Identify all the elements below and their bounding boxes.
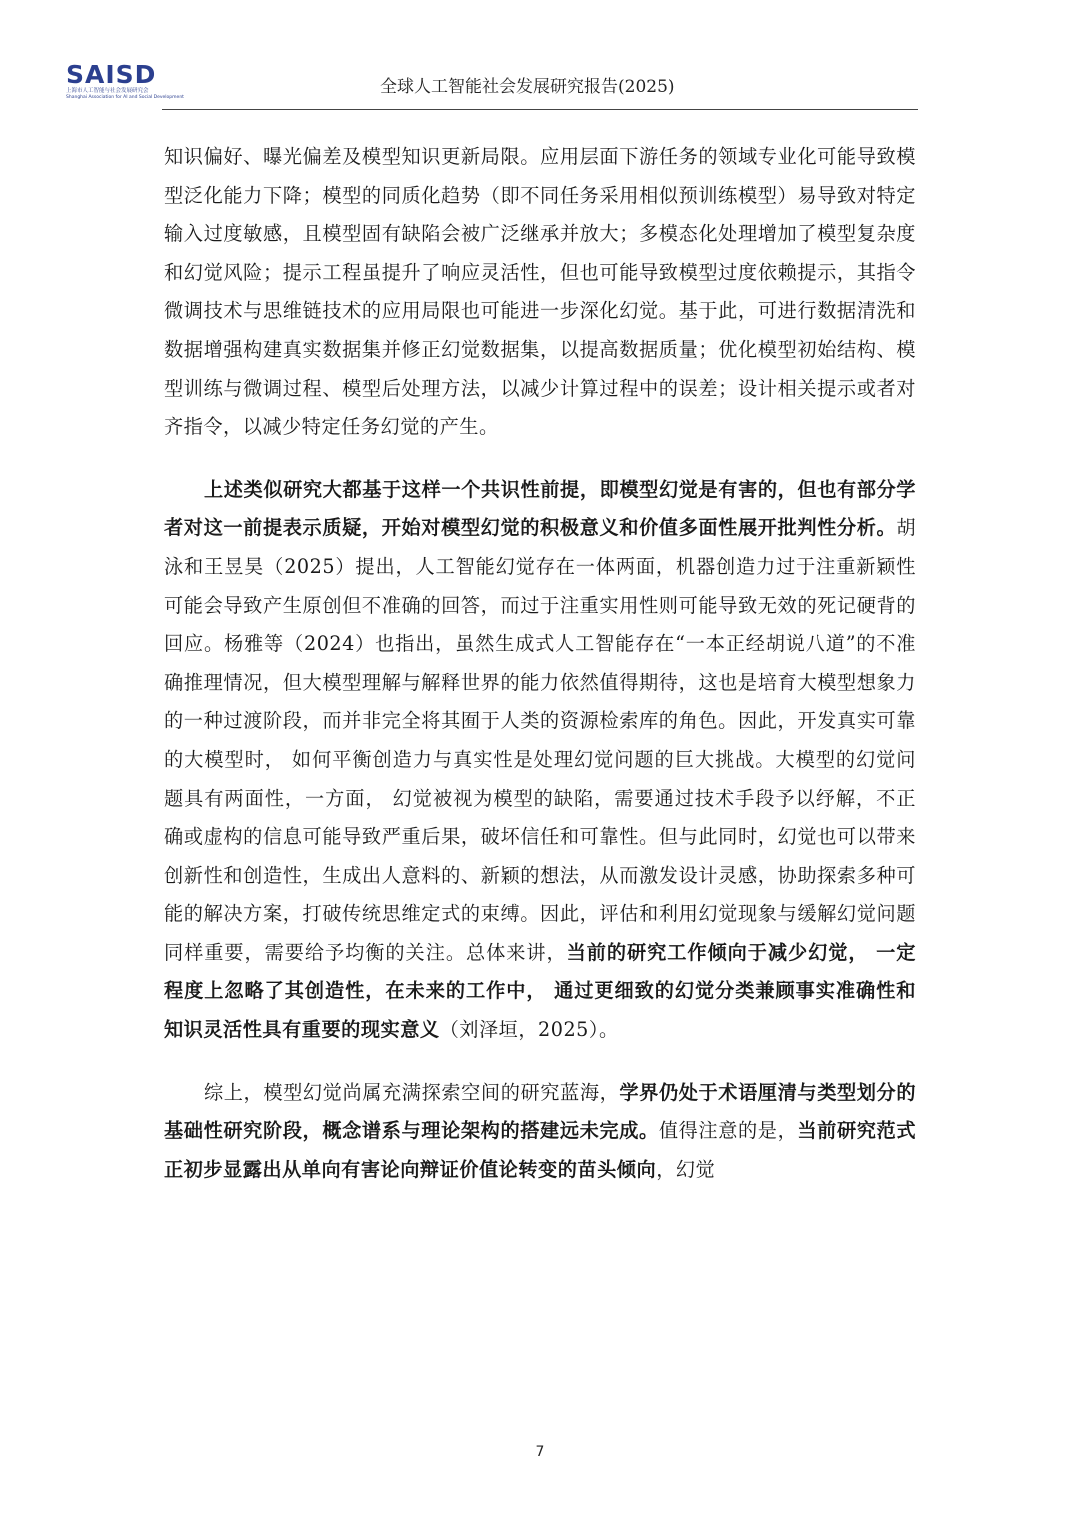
logo-mark: SAISD bbox=[66, 60, 157, 89]
paragraph-3 bbox=[164, 1074, 916, 1190]
paragraph-1: 知识偏好、曝光偏差及模型知识更新局限。应用层面下游任务的领域专业化可能导致模型泛化能力下降；模型的同质化趋势（即不同任务采用相似预训练模型）易导致对特定输入过度敏感，且模型固有缺陷会被广泛继承并放大；多模态化处理增加了模型复杂度和幻觉风险；提示工程虽提升了响应灵活性，但也可能导致模型过度依赖提示，其指令微调技术与思维链技术的应用局限也可能进一步深化幻觉。基于此，可进行数据清洗和数据增强构建真实数据集并修正幻觉数据集，以提高数据质量；优化模型初始结构、模型训练与微调过程、模型后处理方法，以减少计算过程中的误差；设计相关提示或者对齐指令，以减少特定任务幻觉的产生。 bbox=[164, 145, 916, 439]
paragraph-2-bold-lead: 上述类似研究大都基于这样一个共识性前提，即模型幻觉是有害的，但也有部分学者对这一前提表示质疑，开始对模型幻觉的积极意义和价值多面性展开批判性分析。 bbox=[164, 477, 916, 540]
page-body bbox=[164, 138, 916, 1189]
paragraph-3-bold-b: 学界仍处于术语厘清与类型划分的基础性研究阶段，概念谱系与理论架构的搭建远未完成。 bbox=[164, 1080, 917, 1143]
page-number: 7 bbox=[535, 1444, 545, 1460]
org-logo bbox=[66, 60, 184, 100]
paragraph-3-text-c: 值得注意的是， bbox=[658, 1119, 798, 1143]
paragraph-2-citation: （刘泽垣，2025）。 bbox=[439, 1018, 619, 1042]
report-title: 全球人工智能社会发展研究报告(2025) bbox=[380, 77, 675, 97]
header-divider bbox=[162, 109, 918, 110]
paragraph-3-text-a: 综上，模型幻觉尚属充满探索空间的研究蓝海， bbox=[204, 1080, 620, 1104]
paragraph-3-text-e: ，幻觉 bbox=[656, 1157, 716, 1181]
paragraph-2 bbox=[164, 471, 916, 1050]
paragraph-3-bold-d: 当前研究范式正初步显露出从单向有害论向辩证价值论转变的苗头倾向 bbox=[164, 1119, 917, 1181]
logo-subtitle-en: Shanghai Association for AI and Social Development bbox=[66, 95, 184, 100]
logo-subtitle: 上海市人工智能与社会发展研究会 bbox=[66, 88, 149, 94]
paragraph-2-bold-conclusion: 当前的研究工作倾向于减少幻觉， 一定程度上忽略了其创造性，在未来的工作中， 通过更细致的幻觉分类兼顾事实准确性和知识灵活性具有重要的现实意义 bbox=[164, 940, 916, 1042]
paragraph-2-text: 胡泳和王昱昊（2025）提出，人工智能幻觉存在一体两面，机器创造力过于注重新颖性可能会导致产生原创但不准确的回答，而过于注重实用性则可能导致无效的死记硬背的回应。杨雅等（2024）也指出，虽然生成式人工智能存在“一本正经胡说八道”的不准确推理情况，但大模型理解与解释世界的能力依然值得期待，这也是培育大模型想象力的一种过渡阶段，而并非完全将其囿于人类的资源检索库的角色。因此，开发真实可靠的大模型时， 如何平衡创造力与真实性是处理幻觉问题的巨大挑战。大模型的幻觉问题具有两面性，一方面， 幻觉被视为模型的缺陷，需要通过技术手段予以纾解，不正确或虚构的信息可能导致严重后果，破坏信任和可靠性。但与此同时，幻觉也可以带来创新性和创造性，生成出人意料的、新颖的想法，从而激发设计灵感，协助探索多种可能的解决方案，打破传统思维定式的束缚。因此，评估和利用幻觉现象与缓解幻觉问题同样重要，需要给予均衡的关注。总体来讲， bbox=[164, 516, 916, 964]
